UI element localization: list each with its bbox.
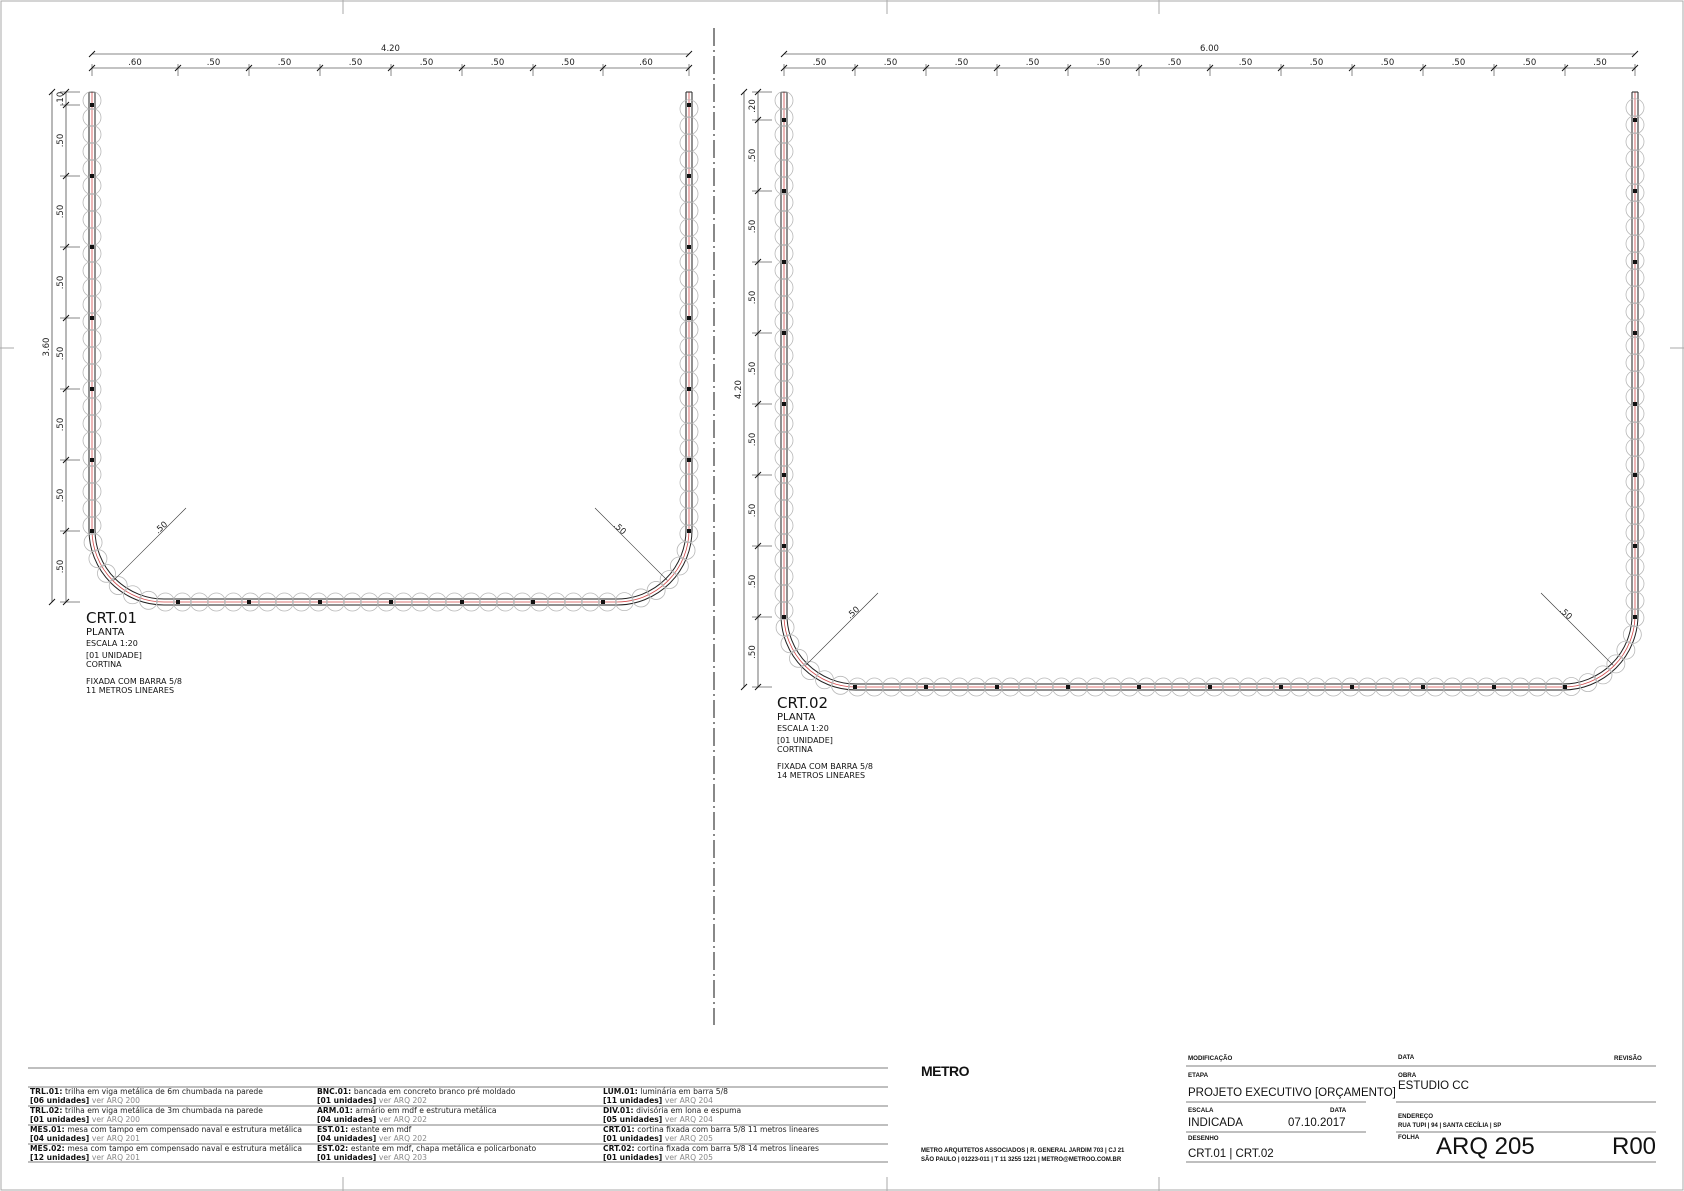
legend-item-code: ARM.01: xyxy=(317,1106,356,1115)
radius-leader-right xyxy=(1541,593,1613,665)
plan1-type: CORTINA xyxy=(86,660,122,669)
legend-item-reference: ver ARQ 205 xyxy=(664,1134,713,1143)
legend-item-qty-line xyxy=(317,1115,427,1124)
escala-label: ESCALA xyxy=(1188,1107,1214,1114)
overall-height-label: 4.20 xyxy=(734,380,744,399)
legend-item-reference: ver ARQ 200 xyxy=(91,1115,140,1124)
fixing-point xyxy=(687,387,691,391)
legend-item-line xyxy=(603,1106,741,1115)
fixing-point xyxy=(1633,615,1637,619)
plan1-note1: FIXADA COM BARRA 5/8 xyxy=(86,677,182,686)
legend-item-code: LUM.01: xyxy=(603,1087,641,1096)
legend-item-line xyxy=(30,1125,302,1134)
legend-item-description: armário em mdf e estrutura metálica xyxy=(355,1106,497,1115)
office-info xyxy=(921,1063,1125,1163)
legend-item-qty-line xyxy=(317,1134,427,1143)
fixing-point xyxy=(782,615,786,619)
plan1-units: [01 UNIDADE] xyxy=(86,651,142,660)
legend-item-quantity: [12 unidades] xyxy=(30,1153,92,1162)
plan1-scale: ESCALA 1:20 xyxy=(86,639,138,648)
fixing-point xyxy=(90,316,94,320)
etapa-label: ETAPA xyxy=(1188,1072,1209,1079)
legend-item-reference: ver ARQ 204 xyxy=(664,1096,713,1105)
segment-height-label: .50 xyxy=(748,290,758,305)
plan2-dimensions xyxy=(734,44,1638,690)
fixing-point xyxy=(687,316,691,320)
legend-item-reference: ver ARQ 200 xyxy=(91,1096,140,1105)
items-legend xyxy=(28,1068,888,1162)
overall-width-label: 6.00 xyxy=(1200,44,1219,54)
etapa-value: PROJETO EXECUTIVO [ORÇAMENTO] xyxy=(1188,1087,1396,1099)
legend-item-line xyxy=(603,1087,728,1096)
legend-item-reference: ver ARQ 201 xyxy=(91,1134,140,1143)
segment-width-label: .50 xyxy=(883,58,898,68)
segment-height-label: .50 xyxy=(748,219,758,234)
desenho-value: CRT.01 | CRT.02 xyxy=(1188,1148,1274,1160)
segment-height-label: .50 xyxy=(56,559,66,574)
fixing-point xyxy=(1563,685,1567,689)
legend-item-quantity: [01 unidades] xyxy=(603,1153,665,1162)
fixing-point xyxy=(782,402,786,406)
fixing-point xyxy=(782,473,786,477)
segment-width-label: .50 xyxy=(1167,58,1182,68)
legend-item-description: cortina fixada com barra 5/8 11 metros lineares xyxy=(637,1125,819,1134)
legend-item-code: BNC.01: xyxy=(317,1087,354,1096)
legend-item-qty-line xyxy=(30,1153,140,1162)
legend-item-quantity: [04 unidades] xyxy=(317,1134,379,1143)
segment-height-label: .50 xyxy=(748,574,758,589)
segment-width-label: .50 xyxy=(419,58,434,68)
segment-height-label: .50 xyxy=(56,346,66,361)
segment-width-label: .50 xyxy=(954,58,969,68)
legend-item-reference: ver ARQ 205 xyxy=(664,1153,713,1162)
radius-label-right: .50 xyxy=(1556,605,1574,623)
fixing-point xyxy=(687,245,691,249)
segment-width-label: .50 xyxy=(1025,58,1040,68)
fixing-point xyxy=(782,118,786,122)
legend-item-description: bancada em concreto branco pré moldado xyxy=(353,1087,516,1096)
radius-leader-left xyxy=(114,508,186,580)
legend-item-code: MES.02: xyxy=(30,1144,68,1153)
fixing-point xyxy=(687,174,691,178)
escala-value: INDICADA xyxy=(1188,1117,1243,1129)
fixing-point xyxy=(601,600,605,604)
segment-height-label: .50 xyxy=(748,503,758,518)
legend-item-line xyxy=(30,1087,263,1096)
legend-item-quantity: [04 unidades] xyxy=(30,1134,92,1143)
legend-item-qty-line xyxy=(603,1096,713,1105)
fixing-point xyxy=(1421,685,1425,689)
data2-label: DATA xyxy=(1330,1107,1347,1114)
plan2-note1: FIXADA COM BARRA 5/8 xyxy=(777,762,873,771)
fixing-point xyxy=(90,458,94,462)
fixing-point xyxy=(782,331,786,335)
segment-width-label: .50 xyxy=(1096,58,1111,68)
radius-label-right: .50 xyxy=(610,520,628,538)
fixing-point xyxy=(924,685,928,689)
legend-item-reference: ver ARQ 204 xyxy=(664,1115,713,1124)
legend-item-line xyxy=(317,1144,536,1153)
legend-item-quantity: [01 unidades] xyxy=(603,1134,665,1143)
curtain-rail-outer xyxy=(781,92,1638,690)
legend-item-code: DIV.01: xyxy=(603,1106,637,1115)
segment-height-label: .50 xyxy=(748,361,758,376)
legend-item-qty-line xyxy=(317,1153,427,1162)
segment-height-label: .50 xyxy=(56,488,66,503)
fixing-point xyxy=(531,600,535,604)
legend-item-line xyxy=(317,1106,497,1115)
endereco-label: ENDEREÇO xyxy=(1398,1113,1434,1120)
fixing-point xyxy=(1633,331,1637,335)
fixing-point xyxy=(1633,544,1637,548)
segment-width-label: .50 xyxy=(1309,58,1324,68)
endereco-value: RUA TUPI | 94 | SANTA CECÍLIA | SP xyxy=(1398,1123,1502,1129)
fixing-point xyxy=(247,600,251,604)
fixing-point xyxy=(318,600,322,604)
radius-leader-left xyxy=(806,593,878,665)
segment-width-label: .60 xyxy=(128,58,142,68)
legend-item-line xyxy=(317,1087,516,1096)
fixing-point xyxy=(995,685,999,689)
segment-height-label: .50 xyxy=(56,204,66,219)
fixing-point xyxy=(1279,685,1283,689)
segment-width-label: .50 xyxy=(1593,58,1607,68)
fixing-point xyxy=(90,387,94,391)
legend-item-quantity: [01 unidades] xyxy=(317,1153,379,1162)
legend-item-line xyxy=(603,1144,819,1153)
fixing-point xyxy=(1633,118,1637,122)
legend-item-code: CRT.02: xyxy=(603,1144,638,1153)
fixing-point xyxy=(1350,685,1354,689)
segment-width-label: .50 xyxy=(1238,58,1253,68)
radius-leader-right xyxy=(595,508,667,580)
segment-width-label: .50 xyxy=(490,58,505,68)
obra-value: ESTUDIO CC xyxy=(1398,1080,1469,1092)
fixing-point xyxy=(90,103,94,107)
fixing-point xyxy=(687,103,691,107)
legend-item-description: trilha em viga metálica de 3m chumbada na parede xyxy=(65,1106,263,1115)
desenho-label: DESENHO xyxy=(1188,1135,1219,1142)
legend-item-reference: ver ARQ 202 xyxy=(378,1096,427,1105)
segment-height-label: .50 xyxy=(748,432,758,447)
legend-item-code: EST.02: xyxy=(317,1144,351,1153)
office-logo: METRO xyxy=(921,1063,970,1079)
legend-item-code: EST.01: xyxy=(317,1125,351,1134)
overall-width-label: 4.20 xyxy=(381,44,400,54)
segment-height-label: .50 xyxy=(56,275,66,290)
plan2-curtain-outline xyxy=(775,92,1644,697)
fixing-point xyxy=(782,544,786,548)
revisao-label: REVISÃO xyxy=(1614,1055,1642,1062)
plan2-type: CORTINA xyxy=(777,745,813,754)
fixing-point xyxy=(389,600,393,604)
plan1-curtain-outline xyxy=(83,92,698,612)
segment-height-label: .50 xyxy=(748,645,758,659)
fixing-point xyxy=(687,529,691,533)
segment-width-label: .50 xyxy=(277,58,292,68)
legend-item-quantity: [05 unidades] xyxy=(603,1115,665,1124)
office-address-line2: SÃO PAULO | 01223-011 | T 11 3255 1221 | METRO@METROO.COM.BR xyxy=(921,1157,1122,1163)
legend-item-qty-line xyxy=(30,1134,140,1143)
revisao-value: R00 xyxy=(1612,1133,1657,1160)
plan1-view: PLANTA xyxy=(86,627,125,638)
date-value: 07.10.2017 xyxy=(1288,1117,1346,1129)
office-address-line1: METRO ARQUITETOS ASSOCIADOS | R. GENERAL JARDIM 703 | CJ 21 xyxy=(921,1148,1125,1154)
legend-item-description: mesa com tampo em compensado naval e estrutura metálica xyxy=(67,1144,302,1153)
fixing-point xyxy=(90,174,94,178)
obra-label: OBRA xyxy=(1398,1072,1417,1079)
curtain-plan-crt02 xyxy=(734,44,1644,780)
legend-item-quantity: [11 unidades] xyxy=(603,1096,665,1105)
plan2-units: [01 UNIDADE] xyxy=(777,736,833,745)
plan2-title: CRT.02 xyxy=(777,694,829,712)
segment-height-label: .50 xyxy=(56,133,66,148)
fixing-point xyxy=(1208,685,1212,689)
fixing-point xyxy=(1633,189,1637,193)
segment-width-label: .50 xyxy=(561,58,575,68)
curtain-rail-inner xyxy=(787,92,1632,684)
legend-item-reference: ver ARQ 202 xyxy=(378,1115,427,1124)
legend-item-line xyxy=(30,1144,302,1153)
segment-width-label: .50 xyxy=(1451,58,1466,68)
data-label: DATA xyxy=(1398,1054,1415,1061)
segment-width-label: .60 xyxy=(639,58,653,68)
legend-item-qty-line xyxy=(317,1096,427,1105)
folha-label: FOLHA xyxy=(1398,1134,1420,1141)
overall-height-label: 3.60 xyxy=(42,337,52,357)
segment-height-label: .20 xyxy=(748,99,758,113)
legend-item-description: estante em mdf, chapa metálica e policarbonato xyxy=(350,1144,537,1153)
fixing-point xyxy=(90,245,94,249)
legend-item-code: CRT.01: xyxy=(603,1125,638,1134)
fixing-point xyxy=(853,685,857,689)
folha-value: ARQ 205 xyxy=(1436,1133,1535,1160)
curtain-rail-inner xyxy=(95,92,686,599)
legend-item-line xyxy=(30,1106,263,1115)
fixing-point xyxy=(782,189,786,193)
fixing-point xyxy=(90,529,94,533)
fixing-point xyxy=(1137,685,1141,689)
curtain-plan-crt01 xyxy=(42,44,698,695)
legend-item-quantity: [01 unidades] xyxy=(30,1115,92,1124)
plan1-dimensions xyxy=(42,44,692,605)
legend-item-description: divisória em lona e espuma xyxy=(636,1106,742,1115)
radius-label-left: .50 xyxy=(153,519,171,537)
legend-item-qty-line xyxy=(603,1115,713,1124)
legend-item-qty-line xyxy=(30,1096,140,1105)
plan2-note2: 14 METROS LINEARES xyxy=(777,771,866,780)
radius-label-left: .50 xyxy=(845,604,863,622)
segment-height-label: .10 xyxy=(56,91,66,106)
legend-item-reference: ver ARQ 201 xyxy=(91,1153,140,1162)
legend-item-reference: ver ARQ 203 xyxy=(378,1153,427,1162)
title-block xyxy=(1186,1054,1656,1162)
fixing-point xyxy=(176,600,180,604)
plan2-view: PLANTA xyxy=(777,712,816,723)
fixing-point xyxy=(1633,260,1637,264)
legend-item-description: estante em mdf xyxy=(350,1125,412,1134)
fixing-point xyxy=(687,458,691,462)
fixing-point xyxy=(1066,685,1070,689)
fixing-point xyxy=(460,600,464,604)
plan2-scale: ESCALA 1:20 xyxy=(777,724,829,733)
fixing-point xyxy=(782,260,786,264)
plan1-title: CRT.01 xyxy=(86,609,138,627)
legend-item-description: mesa com tampo em compensado naval e estrutura metálica xyxy=(67,1125,302,1134)
curtain-path-guide xyxy=(92,92,689,602)
legend-item-qty-line xyxy=(603,1134,713,1143)
legend-item-code: TRL.02: xyxy=(30,1106,65,1115)
curtain-path-guide xyxy=(784,92,1635,687)
legend-item-quantity: [01 unidades] xyxy=(317,1096,379,1105)
curtain-rail-outer xyxy=(89,92,692,605)
segment-width-label: .50 xyxy=(1522,58,1537,68)
legend-item-quantity: [06 unidades] xyxy=(30,1096,92,1105)
legend-item-description: trilha em viga metálica de 6m chumbada na parede xyxy=(65,1087,263,1096)
fixing-point xyxy=(1633,473,1637,477)
legend-item-description: cortina fixada com barra 5/8 14 metros lineares xyxy=(637,1144,819,1153)
segment-width-label: .50 xyxy=(1380,58,1395,68)
legend-item-qty-line xyxy=(30,1115,140,1124)
legend-item-line xyxy=(317,1125,412,1134)
legend-item-line xyxy=(603,1125,819,1134)
curtain-fabric-line xyxy=(784,92,1635,687)
legend-item-code: TRL.01: xyxy=(30,1087,65,1096)
legend-item-description: luminária em barra 5/8 xyxy=(640,1087,728,1096)
segment-width-label: .50 xyxy=(206,58,221,68)
legend-item-quantity: [04 unidades] xyxy=(317,1115,379,1124)
legend-item-code: MES.01: xyxy=(30,1125,68,1134)
segment-height-label: .50 xyxy=(748,148,758,163)
curtain-fabric-line xyxy=(92,92,689,602)
modificacao-label: MODIFICAÇÃO xyxy=(1188,1055,1233,1062)
segment-height-label: .50 xyxy=(56,417,66,432)
legend-item-reference: ver ARQ 202 xyxy=(378,1134,427,1143)
segment-width-label: .50 xyxy=(348,58,363,68)
plan1-note2: 11 METROS LINEARES xyxy=(86,686,175,695)
fixing-point xyxy=(1492,685,1496,689)
segment-width-label: .50 xyxy=(812,58,827,68)
fixing-point xyxy=(1633,402,1637,406)
legend-item-qty-line xyxy=(603,1153,713,1162)
